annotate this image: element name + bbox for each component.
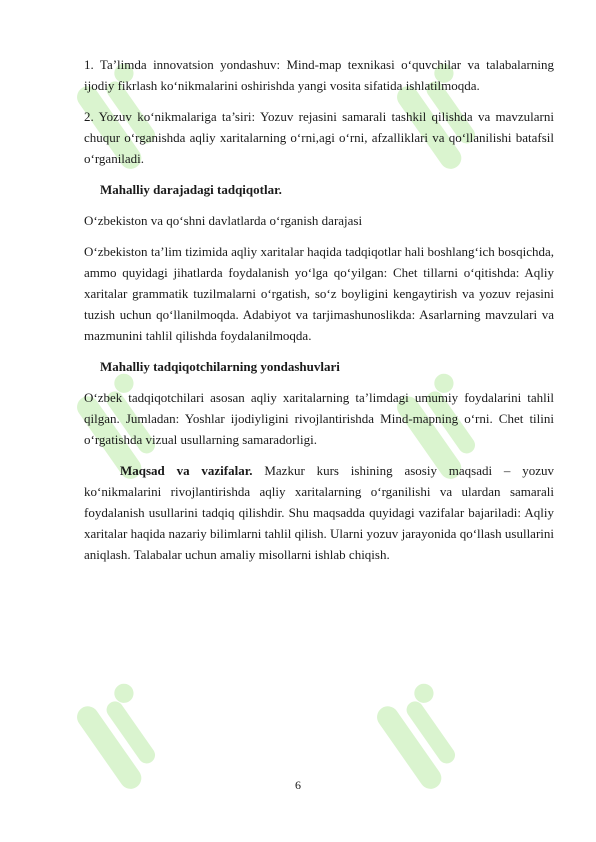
paragraph-goals-tasks bbox=[84, 460, 554, 565]
section-heading-local-approaches: Mahalliy tadqiqotchilarning yondashuvlari bbox=[100, 359, 340, 374]
goals-tasks-text: Mazkur kurs ishining asosiy maqsadi – yozuv ko‘nikmalarini rivojlantirishda aqliy xaritalarning o‘rganilishi va ulardan samarali foydalanish usullarini tadqiq qilishdir. Shu maqsadda quyidagi vazifalar bajariladi: Aqliy xaritalar haqida nazariy bilimlarni tahlil qilish. Ularni yozuv jarayonida qo‘llash usullarini aniqlash. Talabalar uchun amaliy misollarni ishlab chiqish. bbox=[84, 463, 554, 562]
paragraph-study-level: O‘zbekiston va qo‘shni davlatlarda o‘rganish darajasi bbox=[84, 213, 363, 228]
paragraph-innovative-approach: 1. Ta’limda innovatsion yondashuv: Mind-map texnikasi o‘quvchilar va talabalarning ijodiy fikrlash ko‘nikmalarini oshirishda yangi vosita sifatida ishlatilmoqda. bbox=[84, 57, 554, 93]
paragraph-uzbek-education: O‘zbekiston ta’lim tizimida aqliy xaritalar haqida tadqiqotlar hali boshlang‘ich bosqichda, ammo quyidagi jihatlarda foydalanish yo‘lga qo‘yilgan: Chet tillarni o‘qitishda: Aqliy xaritalar grammatik tuzilmalarni o‘rgatish, so‘z boyligini kengaytirish va yozuv rejasini tuzish uchun qo‘llanilmoqda. Adabiyot va tarjimashunoslikda: Asarlarning mavzulari va mazmunini tahlil qilishda foydalanilmoqda. bbox=[84, 244, 554, 343]
goals-tasks-label: Maqsad va vazifalar. bbox=[120, 463, 253, 478]
page-number: 6 bbox=[295, 778, 301, 792]
document-body bbox=[84, 54, 554, 575]
paragraph-writing-skills: 2. Yozuv ko‘nikmalariga ta’siri: Yozuv rejasini samarali tashkil qilishda va mavzularni chuqur o‘rganishda aqliy xaritalarning o‘rni,agi o‘rni, afzalliklari va qo‘llanilishi batafsil o‘rganiladi. bbox=[84, 109, 554, 166]
paragraph-uzbek-researchers: O‘zbek tadqiqotchilari asosan aqliy xaritalarning ta’limdagi umumiy foydalarini tahlil qilgan. Jumladan: Yoshlar ijodiyligini rivojlantirishda Mind-mapning o‘rni. Chet tilini o‘rgatishda vizual usullarning samaradorligi. bbox=[84, 390, 554, 447]
section-heading-local-research: Mahalliy darajadagi tadqiqotlar. bbox=[100, 182, 282, 197]
